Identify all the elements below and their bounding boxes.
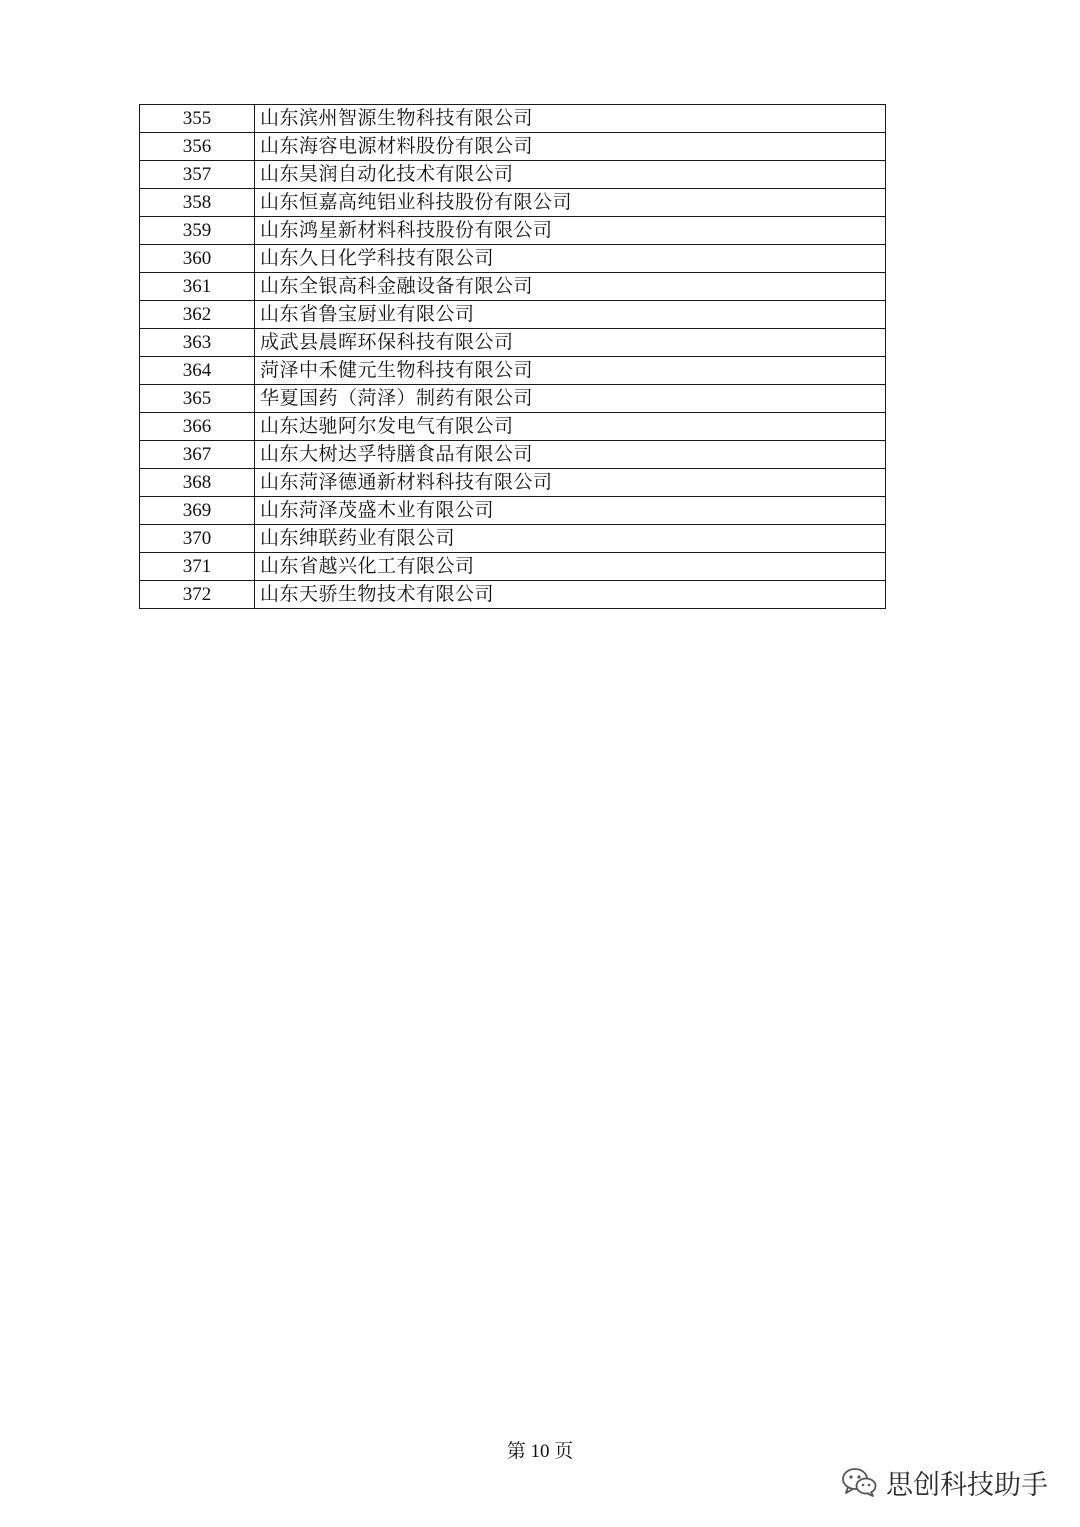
row-number: 362 — [140, 301, 255, 329]
row-number: 357 — [140, 161, 255, 189]
table-row — [140, 273, 886, 301]
wechat-icon — [840, 1466, 878, 1498]
company-name: 山东鸿星新材料科技股份有限公司 — [255, 217, 886, 245]
row-number: 359 — [140, 217, 255, 245]
table-row — [140, 245, 886, 273]
row-number: 360 — [140, 245, 255, 273]
row-number: 355 — [140, 105, 255, 133]
row-number: 356 — [140, 133, 255, 161]
row-number: 368 — [140, 469, 255, 497]
company-name: 华夏国药（菏泽）制药有限公司 — [255, 385, 886, 413]
watermark-text: 思创科技助手 — [886, 1469, 1048, 1501]
company-name: 山东省越兴化工有限公司 — [255, 553, 886, 581]
table-row — [140, 581, 886, 609]
table-row — [140, 497, 886, 525]
row-number: 363 — [140, 329, 255, 357]
company-name: 山东海容电源材料股份有限公司 — [255, 133, 886, 161]
row-number: 365 — [140, 385, 255, 413]
table-row — [140, 329, 886, 357]
company-name: 菏泽中禾健元生物科技有限公司 — [255, 357, 886, 385]
table-row — [140, 357, 886, 385]
table-row — [140, 525, 886, 553]
company-list-table — [139, 104, 886, 609]
row-number: 364 — [140, 357, 255, 385]
page-footer — [0, 1436, 1080, 1463]
row-number: 367 — [140, 441, 255, 469]
company-name: 山东全银高科金融设备有限公司 — [255, 273, 886, 301]
company-name: 山东天骄生物技术有限公司 — [255, 581, 886, 609]
company-name: 成武县晨晖环保科技有限公司 — [255, 329, 886, 357]
company-list-body — [140, 105, 886, 609]
table-row — [140, 413, 886, 441]
company-name: 山东大树达孚特膳食品有限公司 — [255, 441, 886, 469]
company-name: 山东达驰阿尔发电气有限公司 — [255, 413, 886, 441]
company-name: 山东菏泽茂盛木业有限公司 — [255, 497, 886, 525]
table-row — [140, 385, 886, 413]
table-row — [140, 553, 886, 581]
company-name: 山东久日化学科技有限公司 — [255, 245, 886, 273]
table-row — [140, 217, 886, 245]
row-number: 358 — [140, 189, 255, 217]
row-number: 371 — [140, 553, 255, 581]
row-number: 372 — [140, 581, 255, 609]
company-name: 山东省鲁宝厨业有限公司 — [255, 301, 886, 329]
table-row — [140, 161, 886, 189]
row-number: 366 — [140, 413, 255, 441]
table-row — [140, 441, 886, 469]
page-number: 第 10 页 — [506, 1441, 574, 1462]
watermark — [840, 1462, 1048, 1502]
table-row — [140, 301, 886, 329]
table-row — [140, 469, 886, 497]
row-number: 370 — [140, 525, 255, 553]
company-name: 山东恒嘉高纯铝业科技股份有限公司 — [255, 189, 886, 217]
table-row — [140, 105, 886, 133]
table-row — [140, 133, 886, 161]
company-name: 山东昊润自动化技术有限公司 — [255, 161, 886, 189]
table-row — [140, 189, 886, 217]
row-number: 369 — [140, 497, 255, 525]
company-name: 山东滨州智源生物科技有限公司 — [255, 105, 886, 133]
row-number: 361 — [140, 273, 255, 301]
company-name: 山东菏泽德通新材料科技有限公司 — [255, 469, 886, 497]
company-name: 山东绅联药业有限公司 — [255, 525, 886, 553]
